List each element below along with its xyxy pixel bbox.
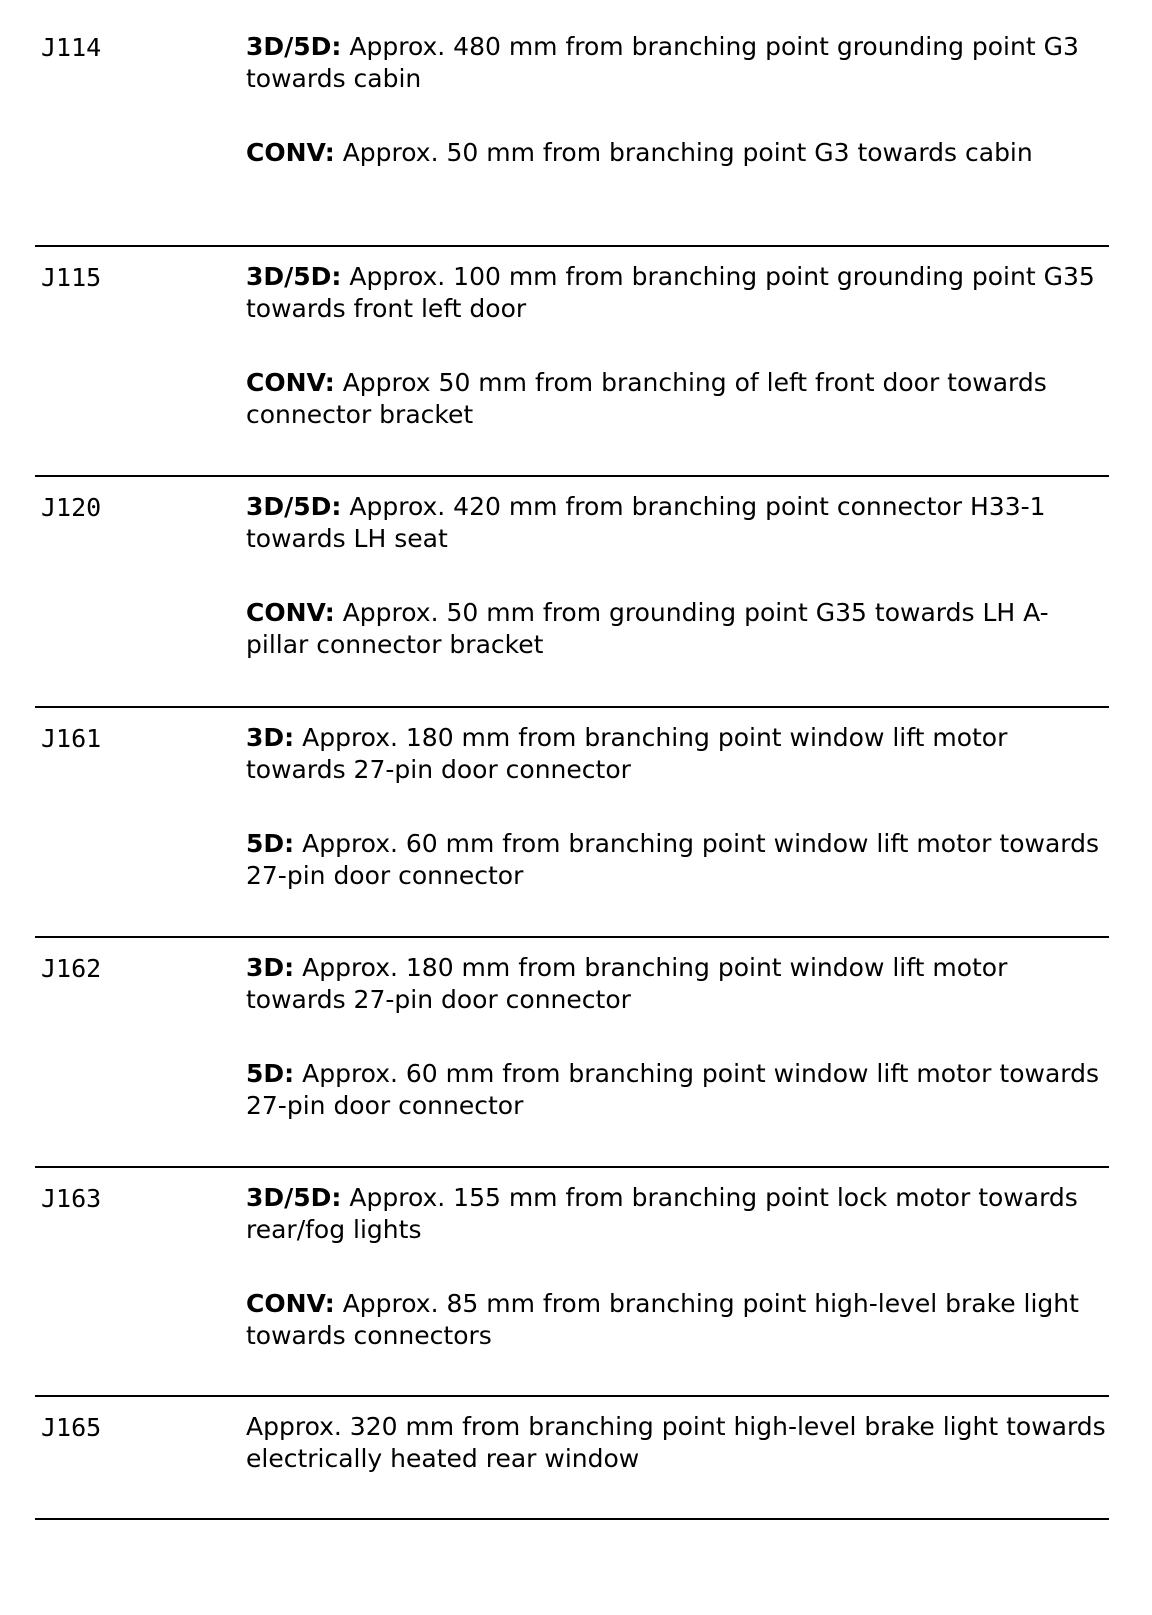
junction-id: J163 [41,1184,102,1213]
junction-id: J161 [41,724,102,753]
junction-id: J120 [41,493,102,522]
variant-text: Approx. 100 mm from branching point grounding point G35 towards front left door [246,262,1095,323]
variant-prefix: 5D: [246,829,295,858]
variant-paragraph [246,261,1106,325]
location-description [246,261,1106,431]
variant-prefix: CONV: [246,138,335,167]
variant-paragraph [246,491,1106,555]
variant-text: Approx. 60 mm from branching point window lift motor towards 27-pin door connector [246,1059,1100,1120]
variant-text: Approx. 180 mm from branching point window lift motor towards 27-pin door connector [246,953,1008,1014]
variant-text: Approx. 85 mm from branching point high-level brake light towards connectors [246,1289,1079,1350]
table-row [35,696,1109,926]
location-description [246,491,1106,661]
table-row [35,1385,1109,1615]
variant-prefix: 3D/5D: [246,32,342,61]
variant-paragraph [246,1182,1106,1246]
variant-paragraph [246,137,1106,169]
location-description [246,952,1106,1122]
variant-text: Approx 50 mm from branching of left front door towards connector bracket [246,368,1047,429]
variant-prefix: 3D: [246,723,295,752]
table-row [35,1156,1109,1386]
table-row [35,465,1109,695]
variant-text: Approx. 60 mm from branching point window lift motor towards 27-pin door connector [246,829,1100,890]
variant-paragraph [246,722,1106,786]
variant-paragraph [246,1058,1106,1122]
variant-text: Approx. 480 mm from branching point grounding point G3 towards cabin [246,32,1079,93]
location-description [246,1411,1106,1475]
variant-prefix: 3D/5D: [246,492,342,521]
location-description [246,1182,1106,1352]
junction-id: J162 [41,954,102,983]
variant-prefix: 3D: [246,953,295,982]
variant-paragraph [246,952,1106,1016]
variant-paragraph [246,367,1106,431]
location-description [246,722,1106,892]
variant-prefix: CONV: [246,368,335,397]
variant-paragraph [246,1411,1106,1475]
junction-id: J165 [41,1413,102,1442]
variant-text: Approx. 155 mm from branching point lock motor towards rear/fog lights [246,1183,1078,1244]
variant-text: Approx. 320 mm from branching point high-level brake light towards electrically heated rear window [246,1412,1106,1473]
variant-text: Approx. 420 mm from branching point connector H33-1 towards LH seat [246,492,1046,553]
row-divider [35,1518,1109,1520]
variant-paragraph [246,31,1106,95]
table-row [35,235,1109,465]
variant-paragraph [246,828,1106,892]
variant-prefix: 5D: [246,1059,295,1088]
location-description [246,31,1106,169]
table-row [35,926,1109,1156]
table-row [35,5,1109,235]
variant-text: Approx. 50 mm from branching point G3 towards cabin [334,138,1033,167]
variant-paragraph [246,1288,1106,1352]
junction-id: J114 [41,33,102,62]
variant-text: Approx. 180 mm from branching point window lift motor towards 27-pin door connector [246,723,1008,784]
variant-text: Approx. 50 mm from grounding point G35 towards LH A-pillar connector bracket [246,598,1049,659]
variant-prefix: 3D/5D: [246,262,342,291]
variant-prefix: CONV: [246,1289,335,1318]
variant-prefix: 3D/5D: [246,1183,342,1212]
variant-prefix: CONV: [246,598,335,627]
junction-id: J115 [41,263,102,292]
variant-paragraph [246,597,1106,661]
